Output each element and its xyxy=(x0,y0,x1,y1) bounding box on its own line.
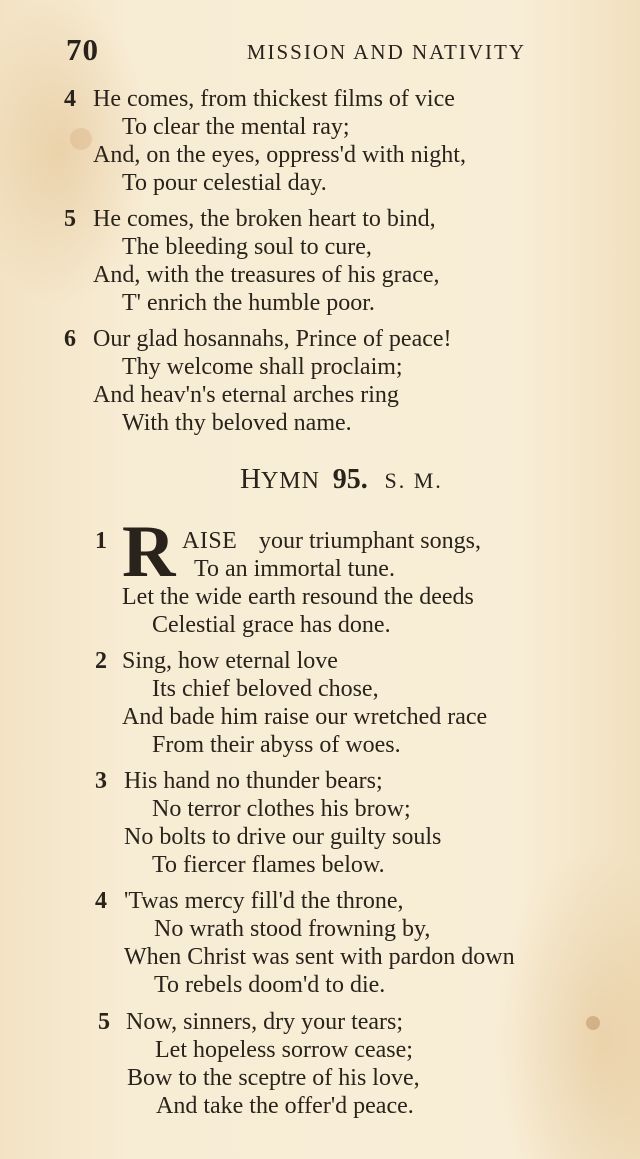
stanza-number: 5 xyxy=(98,1009,110,1035)
stanza-number: 2 xyxy=(95,648,107,674)
hymn-title-initial: H xyxy=(240,463,261,495)
verse-line: your triumphant songs, xyxy=(259,528,481,554)
verse-line: The bleeding soul to cure, xyxy=(122,234,372,260)
page-number: 70 xyxy=(66,32,99,67)
hymn-title-word: YMN xyxy=(260,468,320,494)
verse-line: To clear the mental ray; xyxy=(122,114,350,140)
verse-line: 'Twas mercy fill'd the throne, xyxy=(124,888,404,914)
verse-line: No terror clothes his brow; xyxy=(152,796,411,822)
verse-line: Let the wide earth resound the deeds xyxy=(122,584,474,610)
stanza-number: 5 xyxy=(64,206,76,232)
verse-line: To rebels doom'd to die. xyxy=(154,972,386,998)
verse-line: Sing, how eternal love xyxy=(122,648,338,674)
verse-line: From their abyss of woes. xyxy=(152,732,401,758)
hymn-number: 95. xyxy=(332,464,368,495)
verse-line: To pour celestial day. xyxy=(122,170,327,196)
verse-line: To fiercer flames below. xyxy=(152,852,385,878)
verse-line: And, with the treasures of his grace, xyxy=(93,262,440,288)
verse-line: Bow to the sceptre of his love, xyxy=(127,1065,420,1091)
stanza-number: 3 xyxy=(95,768,107,794)
paper-stain xyxy=(586,1016,600,1030)
verse-line: No bolts to drive our guilty souls xyxy=(124,824,442,850)
verse-line: Its chief beloved chose, xyxy=(152,676,379,702)
verse-line: T' enrich the humble poor. xyxy=(122,290,375,316)
hymn-meter: S. M. xyxy=(384,468,443,493)
verse-line: And heav'n's eternal arches ring xyxy=(93,382,399,408)
verse-line: Celestial grace has done. xyxy=(152,612,391,638)
running-head: MISSION AND NATIVITY xyxy=(246,40,526,64)
verse-line: To an immortal tune. xyxy=(194,556,395,582)
verse-line: When Christ was sent with pardon down xyxy=(124,944,515,970)
page-header xyxy=(66,32,526,72)
verse-line: His hand no thunder bears; xyxy=(124,768,383,794)
verse-line: Let hopeless sorrow cease; xyxy=(155,1037,413,1063)
stanza-number: 6 xyxy=(64,326,76,352)
paper-stain xyxy=(70,128,92,150)
verse-line: With thy beloved name. xyxy=(122,410,352,436)
verse-line: He comes, from thickest films of vice xyxy=(93,86,455,112)
verse-line: Thy welcome shall proclaim; xyxy=(122,354,403,380)
verse-line: Our glad hosannahs, Prince of peace! xyxy=(93,326,452,352)
verse-line: And take the offer'd peace. xyxy=(156,1093,414,1119)
stanza-number: 1 xyxy=(95,528,107,554)
verse-line: No wrath stood frowning by, xyxy=(154,916,431,942)
stanza-number: 4 xyxy=(95,888,107,914)
hymn-title xyxy=(240,462,443,498)
verse-line: He comes, the broken heart to bind, xyxy=(93,206,436,232)
verse-line: And bade him raise our wretched race xyxy=(122,704,488,730)
stanza-number: 4 xyxy=(64,86,76,112)
first-word-rest: AISE xyxy=(182,528,238,554)
verse-line: Now, sinners, dry your tears; xyxy=(126,1009,404,1035)
drop-cap: R xyxy=(122,511,176,593)
verse-line: And, on the eyes, oppress'd with night, xyxy=(93,142,466,168)
